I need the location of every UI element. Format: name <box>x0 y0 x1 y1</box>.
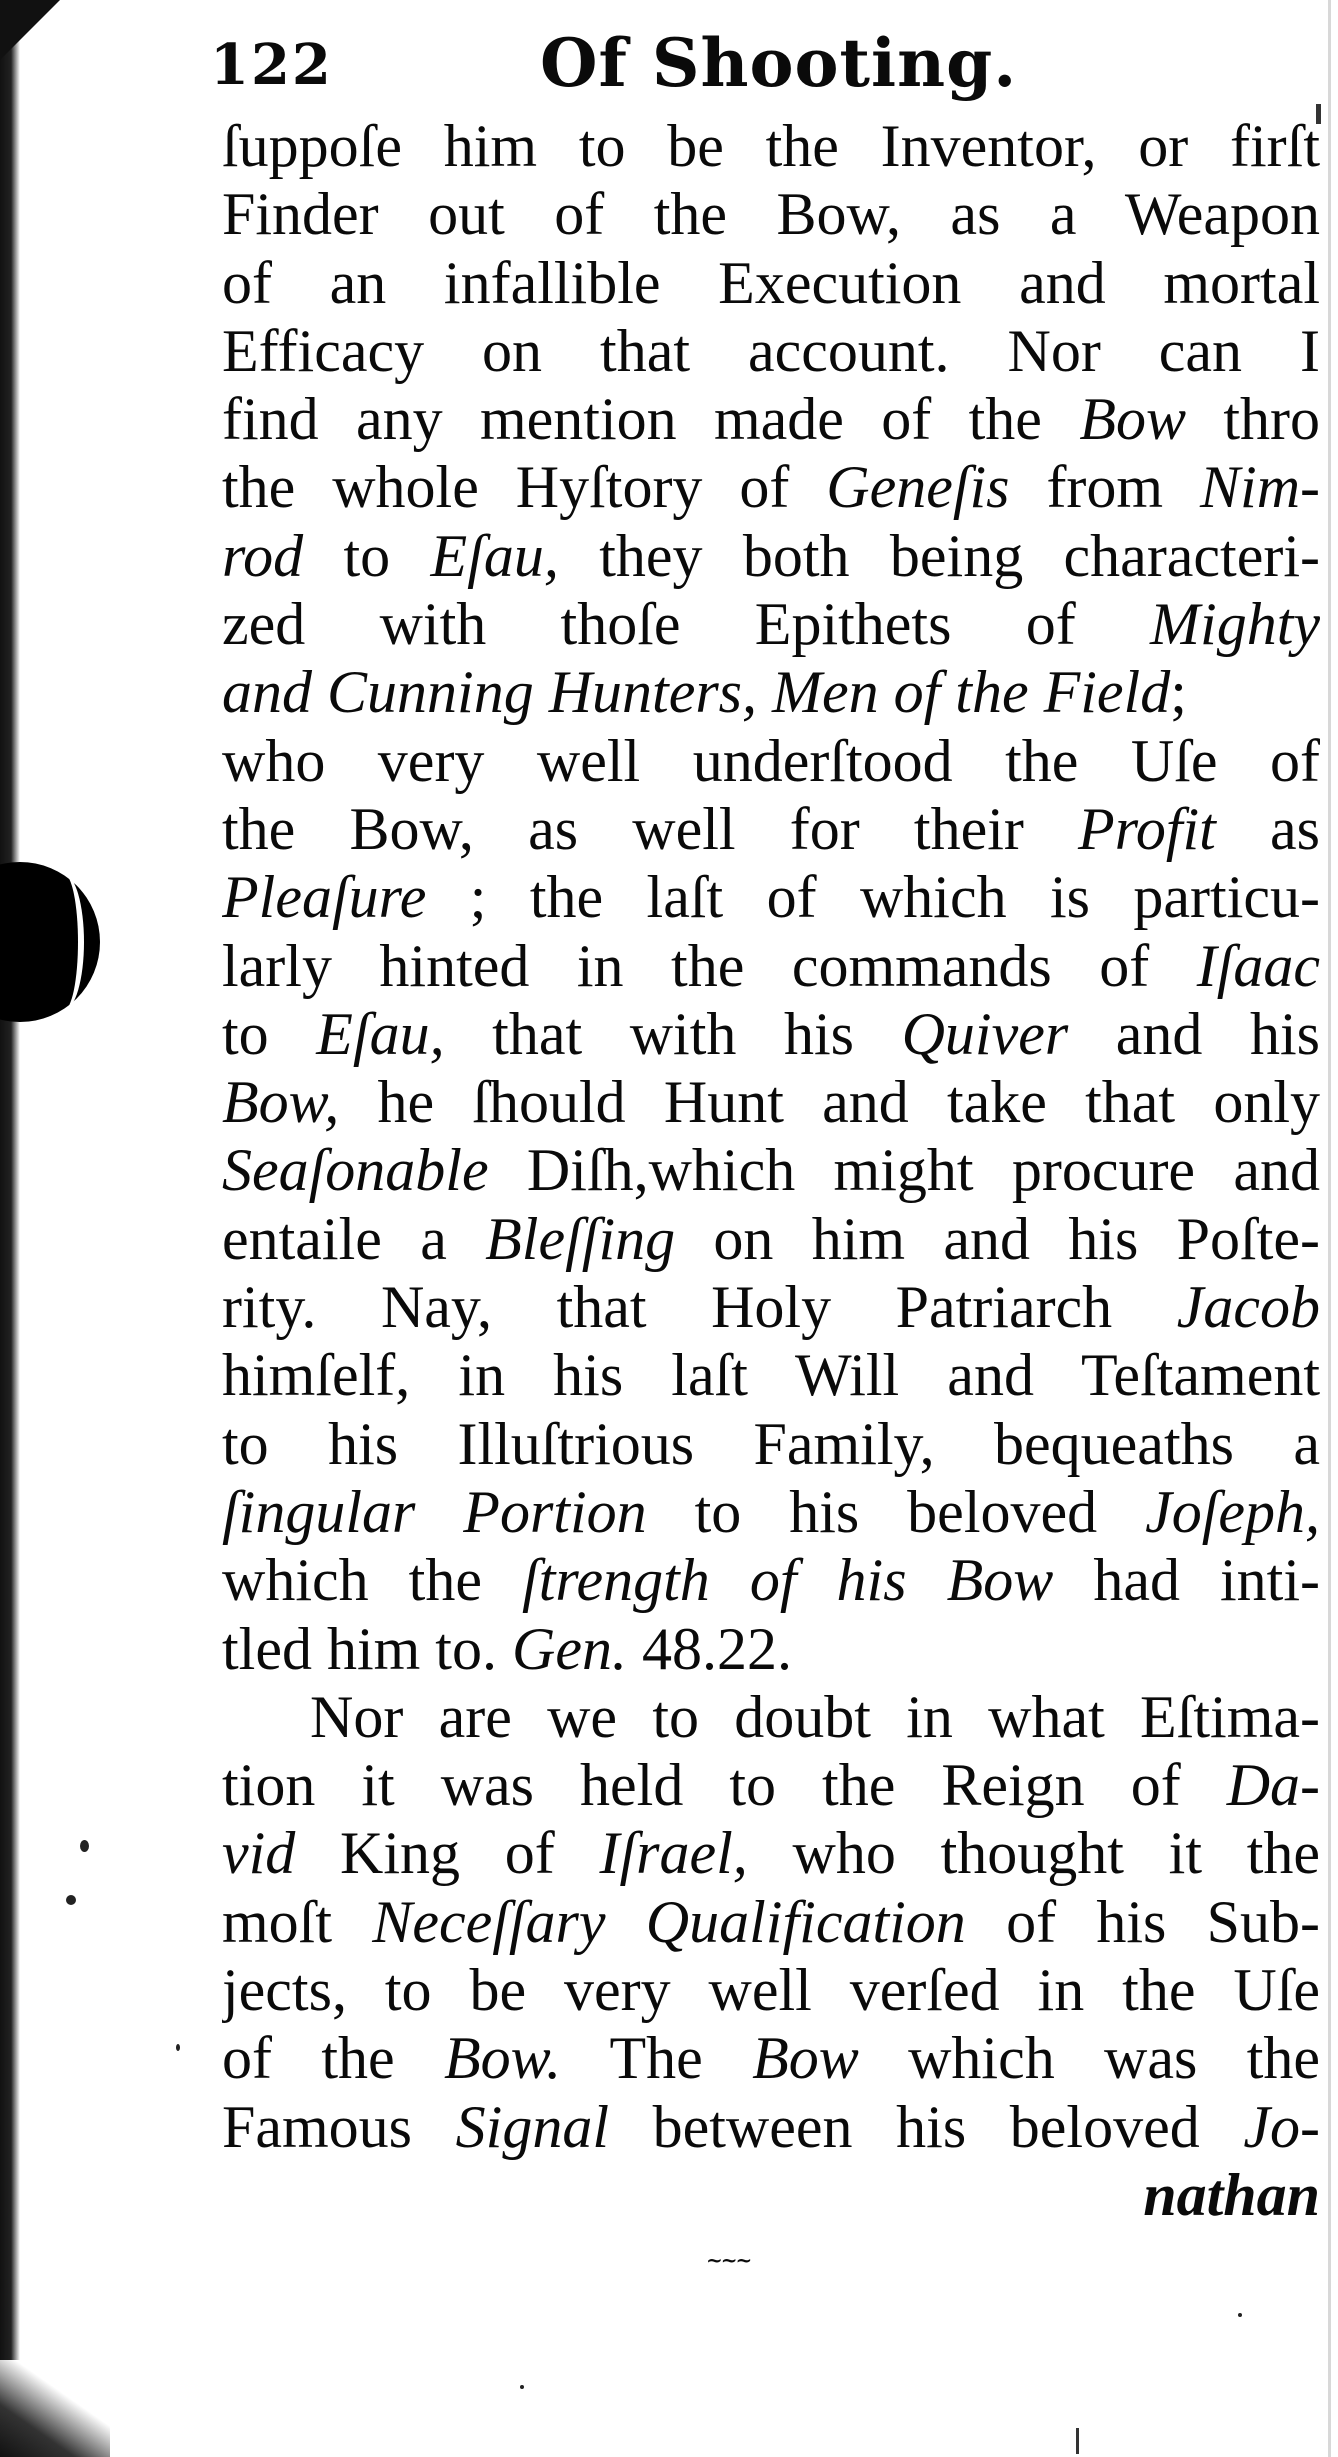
roman-text: moſt <box>222 1888 373 1955</box>
italic-text: Bow <box>1079 386 1186 453</box>
italic-text: Profit <box>1078 795 1216 862</box>
italic-text: Joſeph, <box>1145 1478 1320 1545</box>
italic-text: Nim- <box>1200 454 1320 521</box>
roman-text: entaile a <box>222 1205 486 1272</box>
roman-text: Finder out of the Bow, as a Weapon <box>222 181 1320 248</box>
italic-text: rod <box>222 522 304 589</box>
roman-text: of his Sub- <box>965 1888 1320 1955</box>
text-line <box>222 1000 1320 1068</box>
italic-text: Iſrael, <box>599 1820 748 1887</box>
text-line <box>222 2093 1320 2161</box>
roman-text: ; <box>1170 659 1187 726</box>
text-line <box>222 590 1320 658</box>
page-corner-bottom-left <box>0 2360 110 2457</box>
roman-text: Efficacy on that account. Nor can I <box>222 317 1320 384</box>
roman-text: he ſhould Hunt and take that only <box>339 1069 1320 1136</box>
text-line <box>222 1819 1320 1887</box>
text-line <box>222 1683 1320 1751</box>
roman-text: King of <box>295 1820 600 1887</box>
text-line <box>222 863 1320 931</box>
roman-text: to his beloved <box>646 1478 1146 1545</box>
text-line <box>222 1341 1320 1409</box>
roman-text: on him and his Poſte- <box>675 1205 1320 1272</box>
roman-text: to <box>303 522 431 589</box>
text-line <box>222 1888 1320 1956</box>
italic-text: Jacob <box>1176 1274 1320 1341</box>
ink-speck <box>1238 2313 1242 2317</box>
italic-text: nathan <box>1143 2161 1320 2228</box>
text-line <box>222 1956 1320 2024</box>
italic-text: Bow, <box>222 1069 340 1136</box>
page-title: Of Shooting. <box>540 24 1018 102</box>
italic-text: vid <box>222 1820 296 1887</box>
page-corner-top-left <box>0 0 60 60</box>
text-line <box>222 1546 1320 1614</box>
italic-text: ſingular Portion <box>222 1478 647 1545</box>
text-line <box>222 1205 1320 1273</box>
roman-text: Nor are we to doubt in what Eſtima- <box>310 1683 1320 1750</box>
roman-text: ſuppoſe him to be the Inventor, or firſt <box>222 113 1320 179</box>
roman-text: from <box>1009 454 1201 521</box>
italic-text: and Cunning Hunters, Men of the Field <box>222 659 1171 726</box>
text-line <box>222 1410 1320 1478</box>
ink-mark <box>1076 2428 1079 2454</box>
roman-text: ; the laſt of which is particu- <box>426 864 1320 931</box>
text-line <box>222 2161 1320 2229</box>
text-line <box>222 1136 1320 1204</box>
text-line <box>222 2024 1320 2092</box>
roman-text: the Bow, as well for their <box>222 795 1079 862</box>
roman-text: rity. Nay, that Holy Patriarch <box>222 1274 1177 1341</box>
roman-text: between his beloved <box>609 2093 1244 2160</box>
italic-text: Bow. <box>443 2025 562 2092</box>
roman-text: that with his <box>444 1000 902 1067</box>
italic-text: Eſau, <box>316 1000 445 1067</box>
running-head <box>210 24 1310 116</box>
text-line <box>222 1068 1320 1136</box>
roman-text: tled him to. <box>222 1615 512 1682</box>
text-line <box>222 317 1320 385</box>
roman-text: tion it was held to the Reign of <box>222 1752 1227 1819</box>
roman-text: and his <box>1068 1000 1320 1067</box>
roman-text: which the <box>222 1547 523 1614</box>
roman-text: to his Illuſtrious Family, bequeaths a <box>222 1410 1320 1477</box>
footer-mark: ~~~ <box>706 2248 751 2272</box>
roman-text: larly hinted in the commands of <box>222 932 1197 999</box>
page-edge-shadow <box>0 0 20 2457</box>
text-line <box>222 1751 1320 1819</box>
italic-text: Pleaſure <box>222 864 427 931</box>
roman-text: the whole Hyſtory of <box>222 454 827 521</box>
roman-text: Famous <box>222 2093 456 2160</box>
text-line <box>222 658 1320 726</box>
roman-text: had inti- <box>1053 1547 1320 1614</box>
italic-text: Quiver <box>901 1000 1069 1067</box>
roman-text: 48.22. <box>626 1615 792 1682</box>
roman-text: Diſh,which might procure and <box>488 1137 1320 1204</box>
text-line <box>222 1273 1320 1341</box>
text-line <box>222 522 1320 590</box>
italic-text: Gen. <box>511 1615 627 1682</box>
text-line <box>222 453 1320 521</box>
text-line <box>222 1615 1320 1683</box>
italic-text: Neceſſary Qualification <box>372 1888 966 1955</box>
page-number: 122 <box>210 32 333 98</box>
italic-text: Seaſonable <box>222 1137 489 1204</box>
italic-text: Da- <box>1226 1752 1320 1819</box>
italic-text: Eſau, <box>430 522 559 589</box>
ink-speck <box>66 1895 76 1905</box>
roman-text: they both being characteri- <box>558 522 1320 589</box>
roman-text: find any mention made of the <box>222 386 1080 453</box>
text-line <box>222 180 1320 248</box>
text-line <box>222 385 1320 453</box>
roman-text: who very well underſtood the Uſe of <box>222 727 1320 794</box>
text-line <box>222 795 1320 863</box>
roman-text: of an infallible Execution and mortal <box>222 249 1320 316</box>
roman-text: as <box>1215 795 1320 862</box>
roman-text: zed with thoſe Epithets of <box>222 591 1151 658</box>
roman-text: which was the <box>858 2025 1320 2092</box>
text-line <box>222 249 1320 317</box>
italic-text: Signal <box>455 2093 609 2160</box>
italic-text: ſtrength of his Bow <box>522 1547 1054 1614</box>
binding-hole-highlight <box>44 874 84 1010</box>
text-line <box>222 112 1320 180</box>
italic-text: Iſaac <box>1196 932 1320 999</box>
roman-text: to <box>222 1000 317 1067</box>
body-text <box>222 112 1320 2229</box>
text-line <box>222 932 1320 1000</box>
roman-text: The <box>561 2025 753 2092</box>
ink-speck <box>520 2385 524 2389</box>
italic-text: Mighty <box>1150 591 1320 658</box>
page-edge-right <box>1328 0 1331 2457</box>
italic-text: Geneſis <box>826 454 1010 521</box>
italic-text: Bow <box>752 2025 859 2092</box>
roman-text: of the <box>222 2025 444 2092</box>
roman-text: thro <box>1185 386 1320 453</box>
ink-speck <box>80 1840 89 1852</box>
roman-text: who thought it the <box>747 1820 1320 1887</box>
italic-text: Jo- <box>1243 2093 1320 2160</box>
roman-text: jects, to be very well verſed in the Uſe <box>222 1957 1320 2024</box>
roman-text: himſelf, in his laſt Will and Teſtament <box>222 1342 1320 1409</box>
text-line <box>222 727 1320 795</box>
text-line <box>222 1478 1320 1546</box>
italic-text: Bleſſing <box>485 1205 676 1272</box>
ink-speck <box>176 2044 180 2051</box>
